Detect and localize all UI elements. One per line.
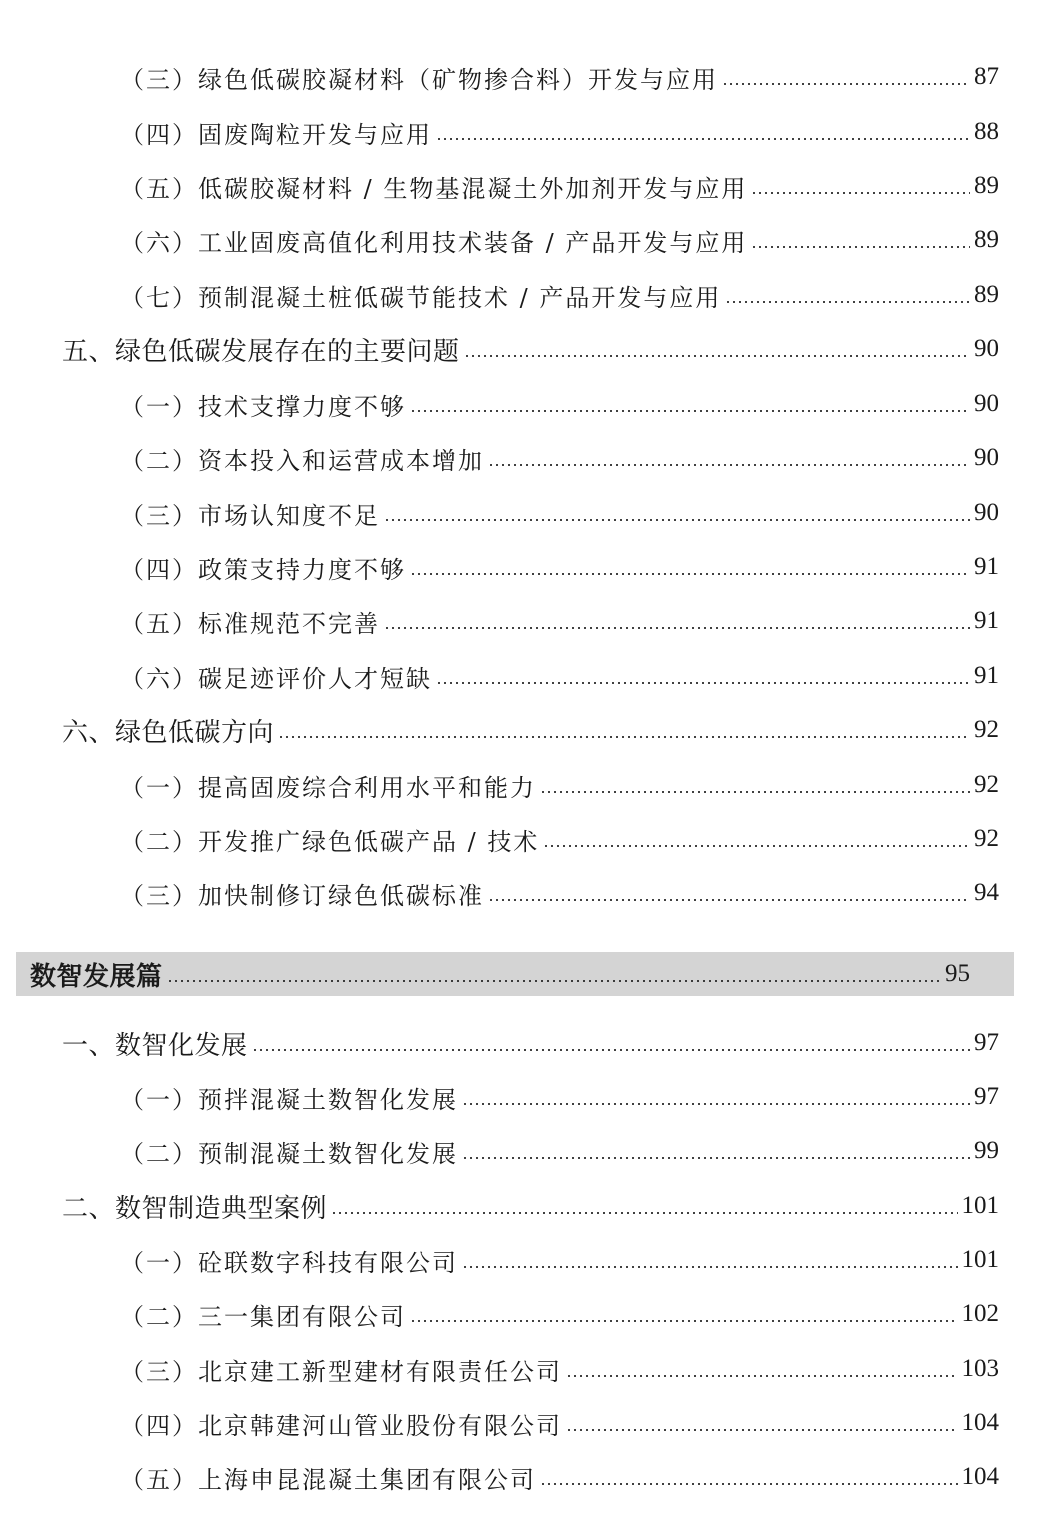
dot-leader	[252, 1049, 970, 1051]
toc-entry-title: （六）碳足迹评价人才短缺	[120, 664, 432, 693]
dot-leader	[462, 1157, 970, 1159]
toc-page-number: 92	[974, 716, 999, 743]
dot-leader	[436, 138, 970, 140]
toc-page-number: 90	[974, 499, 999, 526]
toc-entry	[0, 866, 1059, 920]
toc-chapter-entry	[0, 1016, 1059, 1070]
toc-page-number: 89	[974, 281, 999, 308]
toc-entry	[0, 213, 1059, 267]
dot-leader	[540, 1483, 958, 1485]
toc-entry-title: （二）三一集团有限公司	[120, 1302, 406, 1331]
toc-entry	[0, 1450, 1059, 1504]
dot-leader	[436, 682, 970, 684]
toc-entry	[0, 758, 1059, 812]
dot-leader	[566, 1375, 958, 1377]
dot-leader	[278, 736, 970, 738]
dot-leader	[384, 519, 970, 521]
dot-leader	[751, 246, 970, 248]
dot-leader	[722, 83, 970, 85]
dot-leader	[410, 1320, 958, 1322]
toc-page-number: 89	[974, 172, 999, 199]
toc-chapter-entry	[0, 703, 1059, 757]
toc-entry-title: （三）绿色低碳胶凝材料（矿物掺合料）开发与应用	[120, 65, 718, 94]
toc-entry-title: （一）预拌混凝土数智化发展	[120, 1085, 458, 1114]
toc-page-number: 92	[974, 825, 999, 852]
toc-entry	[0, 812, 1059, 866]
toc-chapter-entry	[0, 322, 1059, 376]
toc-entry	[0, 1233, 1059, 1287]
toc-entry	[0, 1396, 1059, 1450]
toc-entry-title: （二）开发推广绿色低碳产品 / 技术	[120, 827, 540, 856]
toc-page-number: 91	[974, 662, 999, 689]
toc-entry	[0, 1070, 1059, 1124]
dot-leader	[751, 192, 970, 194]
toc-entry-title: （一）砼联数字科技有限公司	[120, 1248, 458, 1277]
dot-leader	[540, 791, 970, 793]
toc-entry	[0, 50, 1059, 104]
toc-entry-title: 一、数智化发展	[62, 1030, 248, 1061]
toc-entry-title: （二）资本投入和运营成本增加	[120, 446, 484, 475]
toc-page-number: 97	[974, 1083, 999, 1110]
toc-entry-title: 二、数智制造典型案例	[62, 1193, 328, 1224]
toc-entry	[0, 649, 1059, 703]
toc-part-heading	[16, 952, 1014, 996]
toc-entry-title: （四）固废陶粒开发与应用	[120, 120, 432, 149]
toc-page-number: 104	[961, 1409, 999, 1436]
toc-page-number: 87	[974, 63, 999, 90]
toc-entry-title: （二）预制混凝土数智化发展	[120, 1139, 458, 1168]
toc-entry	[0, 105, 1059, 159]
toc-entry-title: 五、绿色低碳发展存在的主要问题	[62, 336, 460, 367]
dot-leader	[566, 1429, 958, 1431]
dot-leader	[410, 410, 970, 412]
toc-page-number: 90	[974, 335, 999, 362]
toc-entry	[0, 540, 1059, 594]
dot-leader	[384, 627, 970, 629]
toc-entry-title: （五）低碳胶凝材料 / 生物基混凝土外加剂开发与应用	[120, 174, 748, 203]
toc-entry	[0, 431, 1059, 485]
toc-page-number: 95	[945, 960, 970, 987]
toc-page-number: 92	[974, 771, 999, 798]
toc-page-number: 89	[974, 226, 999, 253]
toc-entry	[0, 268, 1059, 322]
toc-page-number: 101	[961, 1246, 999, 1273]
toc-entry-title: （七）预制混凝土桩低碳节能技术 / 产品开发与应用	[120, 283, 722, 312]
toc-entry	[0, 1124, 1059, 1178]
toc-entry-title: 六、绿色低碳方向	[62, 717, 275, 748]
toc-entry	[0, 1342, 1059, 1396]
toc-entry-title: （四）北京韩建河山管业股份有限公司	[120, 1411, 562, 1440]
toc-entry-title: （一）提高固废综合利用水平和能力	[120, 773, 536, 802]
toc-page-number: 91	[974, 553, 999, 580]
toc-entry	[0, 377, 1059, 431]
toc-page-number: 99	[974, 1137, 999, 1164]
toc-part-title: 数智发展篇	[30, 961, 163, 992]
toc-entry-title: （五）标准规范不完善	[120, 609, 380, 638]
toc-entry	[0, 1287, 1059, 1341]
toc-page-number: 91	[974, 607, 999, 634]
toc-page-number: 88	[974, 118, 999, 145]
toc-chapter-entry	[0, 1179, 1059, 1233]
dot-leader	[410, 573, 970, 575]
dot-leader	[543, 845, 970, 847]
toc-page-number: 90	[974, 390, 999, 417]
toc-page-number: 94	[974, 879, 999, 906]
dot-leader	[462, 1103, 970, 1105]
toc-page-number: 101	[961, 1192, 999, 1219]
dot-leader	[488, 899, 970, 901]
toc-entry-title: （四）政策支持力度不够	[120, 555, 406, 584]
toc-entry-title: （三）市场认知度不足	[120, 501, 380, 530]
toc-page-number: 104	[961, 1463, 999, 1490]
dot-leader	[462, 1266, 958, 1268]
dot-leader	[331, 1212, 957, 1214]
dot-leader	[488, 464, 970, 466]
toc-entry-title: （一）技术支撑力度不够	[120, 392, 406, 421]
dot-leader	[725, 301, 970, 303]
toc-entry-title: （三）北京建工新型建材有限责任公司	[120, 1357, 562, 1386]
toc-page-number: 90	[974, 444, 999, 471]
toc-page-number: 102	[961, 1300, 999, 1327]
toc-entry	[0, 159, 1059, 213]
toc-entry-title: （五）上海申昆混凝土集团有限公司	[120, 1465, 536, 1494]
toc-entry	[0, 486, 1059, 540]
toc-page-number: 103	[961, 1355, 999, 1382]
toc-entry-title: （六）工业固废高值化利用技术装备 / 产品开发与应用	[120, 228, 748, 257]
toc-entry-title: （三）加快制修订绿色低碳标准	[120, 881, 484, 910]
toc-page-number: 97	[974, 1029, 999, 1056]
dot-leader	[167, 980, 941, 982]
toc-entry	[0, 594, 1059, 648]
dot-leader	[464, 355, 970, 357]
